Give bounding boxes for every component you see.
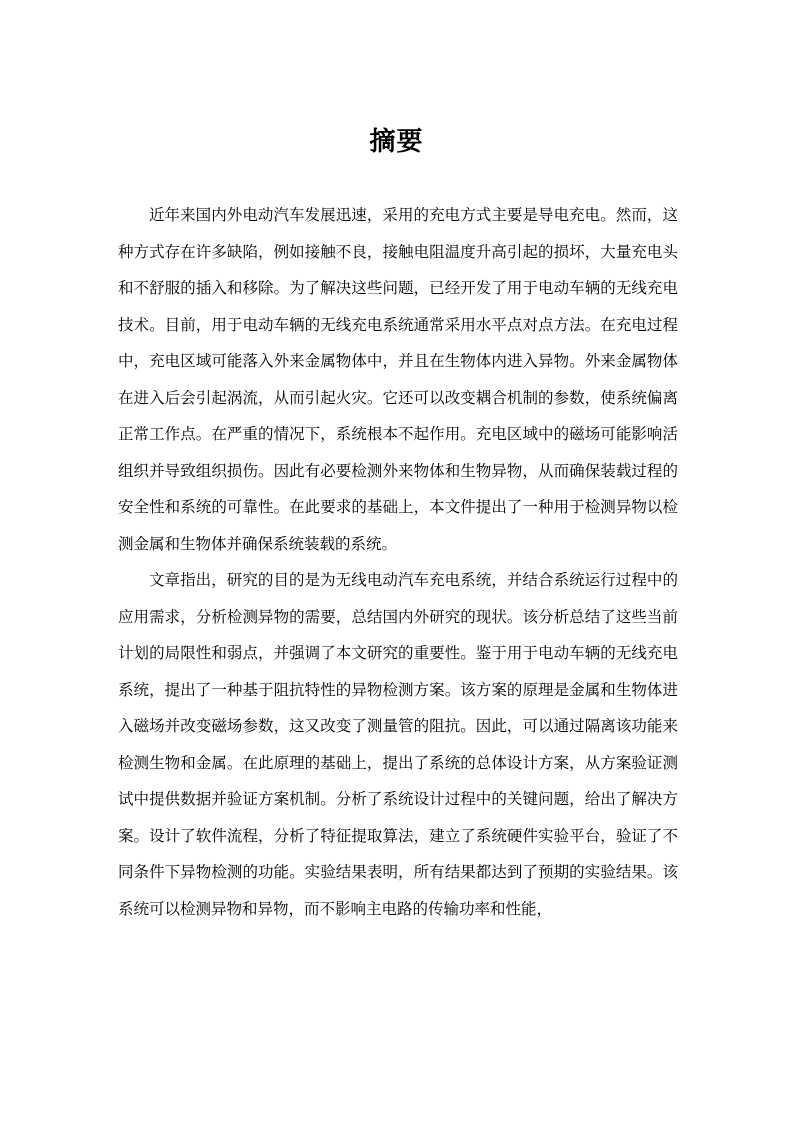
abstract-paragraph-1: 近年来国内外电动汽车发展迅速，采用的充电方式主要是导电充电。然而，这种方式存在许多缺陷，例如接触不良，接触电阻温度升高引起的损坏，大量充电头和不舒服的插入和移除。为了解决这些问题，已经开发了用于电动车辆的无线充电技术。目前，用于电动车辆的无线充电系统通常采用水平点对点方法。在充电过程中，充电区域可能落入外来金属物体中，并且在生物体内进入异物。外来金属物体在进入后会引起涡流，从而引起火灾。它还可以改变耦合机制的参数，使系统偏离正常工作点。在严重的情况下，系统根本不起作用。充电区域中的磁场可能影响活组织并导致组织损伤。因此有必要检测外来物体和生物异物，从而确保装载过程的安全性和系统的可靠性。在此要求的基础上，本文件提出了一种用于检测异物以检测金属和生物体并确保系统装载的系统。 bbox=[118, 206, 678, 553]
abstract-body bbox=[118, 197, 678, 927]
abstract-paragraph-2: 文章指出，研究的目的是为无线电动汽车充电系统，并结合系统运行过程中的应用需求，分析检测异物的需要，总结国内外研究的现状。该分析总结了这些当前计划的局限性和弱点，并强调了本文研究的重要性。鉴于用于电动车辆的无线充电系统，提出了一种基于阻抗特性的异物检测方案。该方案的原理是金属和生物体进入磁场并改变磁场参数，这又改变了测量管的阻抗。因此，可以通过隔离该功能来检测生物和金属。在此原理的基础上，提出了系统的总体设计方案，从方案验证测试中提供数据并验证方案机制。分析了系统设计过程中的关键问题，给出了解决方案。设计了软件流程，分析了特征提取算法，建立了系统硬件实验平台，验证了不同条件下异物检测的功能。实验结果表明，所有结果都达到了预期的实验结果。该系统可以检测异物和异物，而不影响主电路的传输功率和性能， bbox=[118, 571, 678, 918]
page-title: 摘要 bbox=[369, 127, 424, 157]
